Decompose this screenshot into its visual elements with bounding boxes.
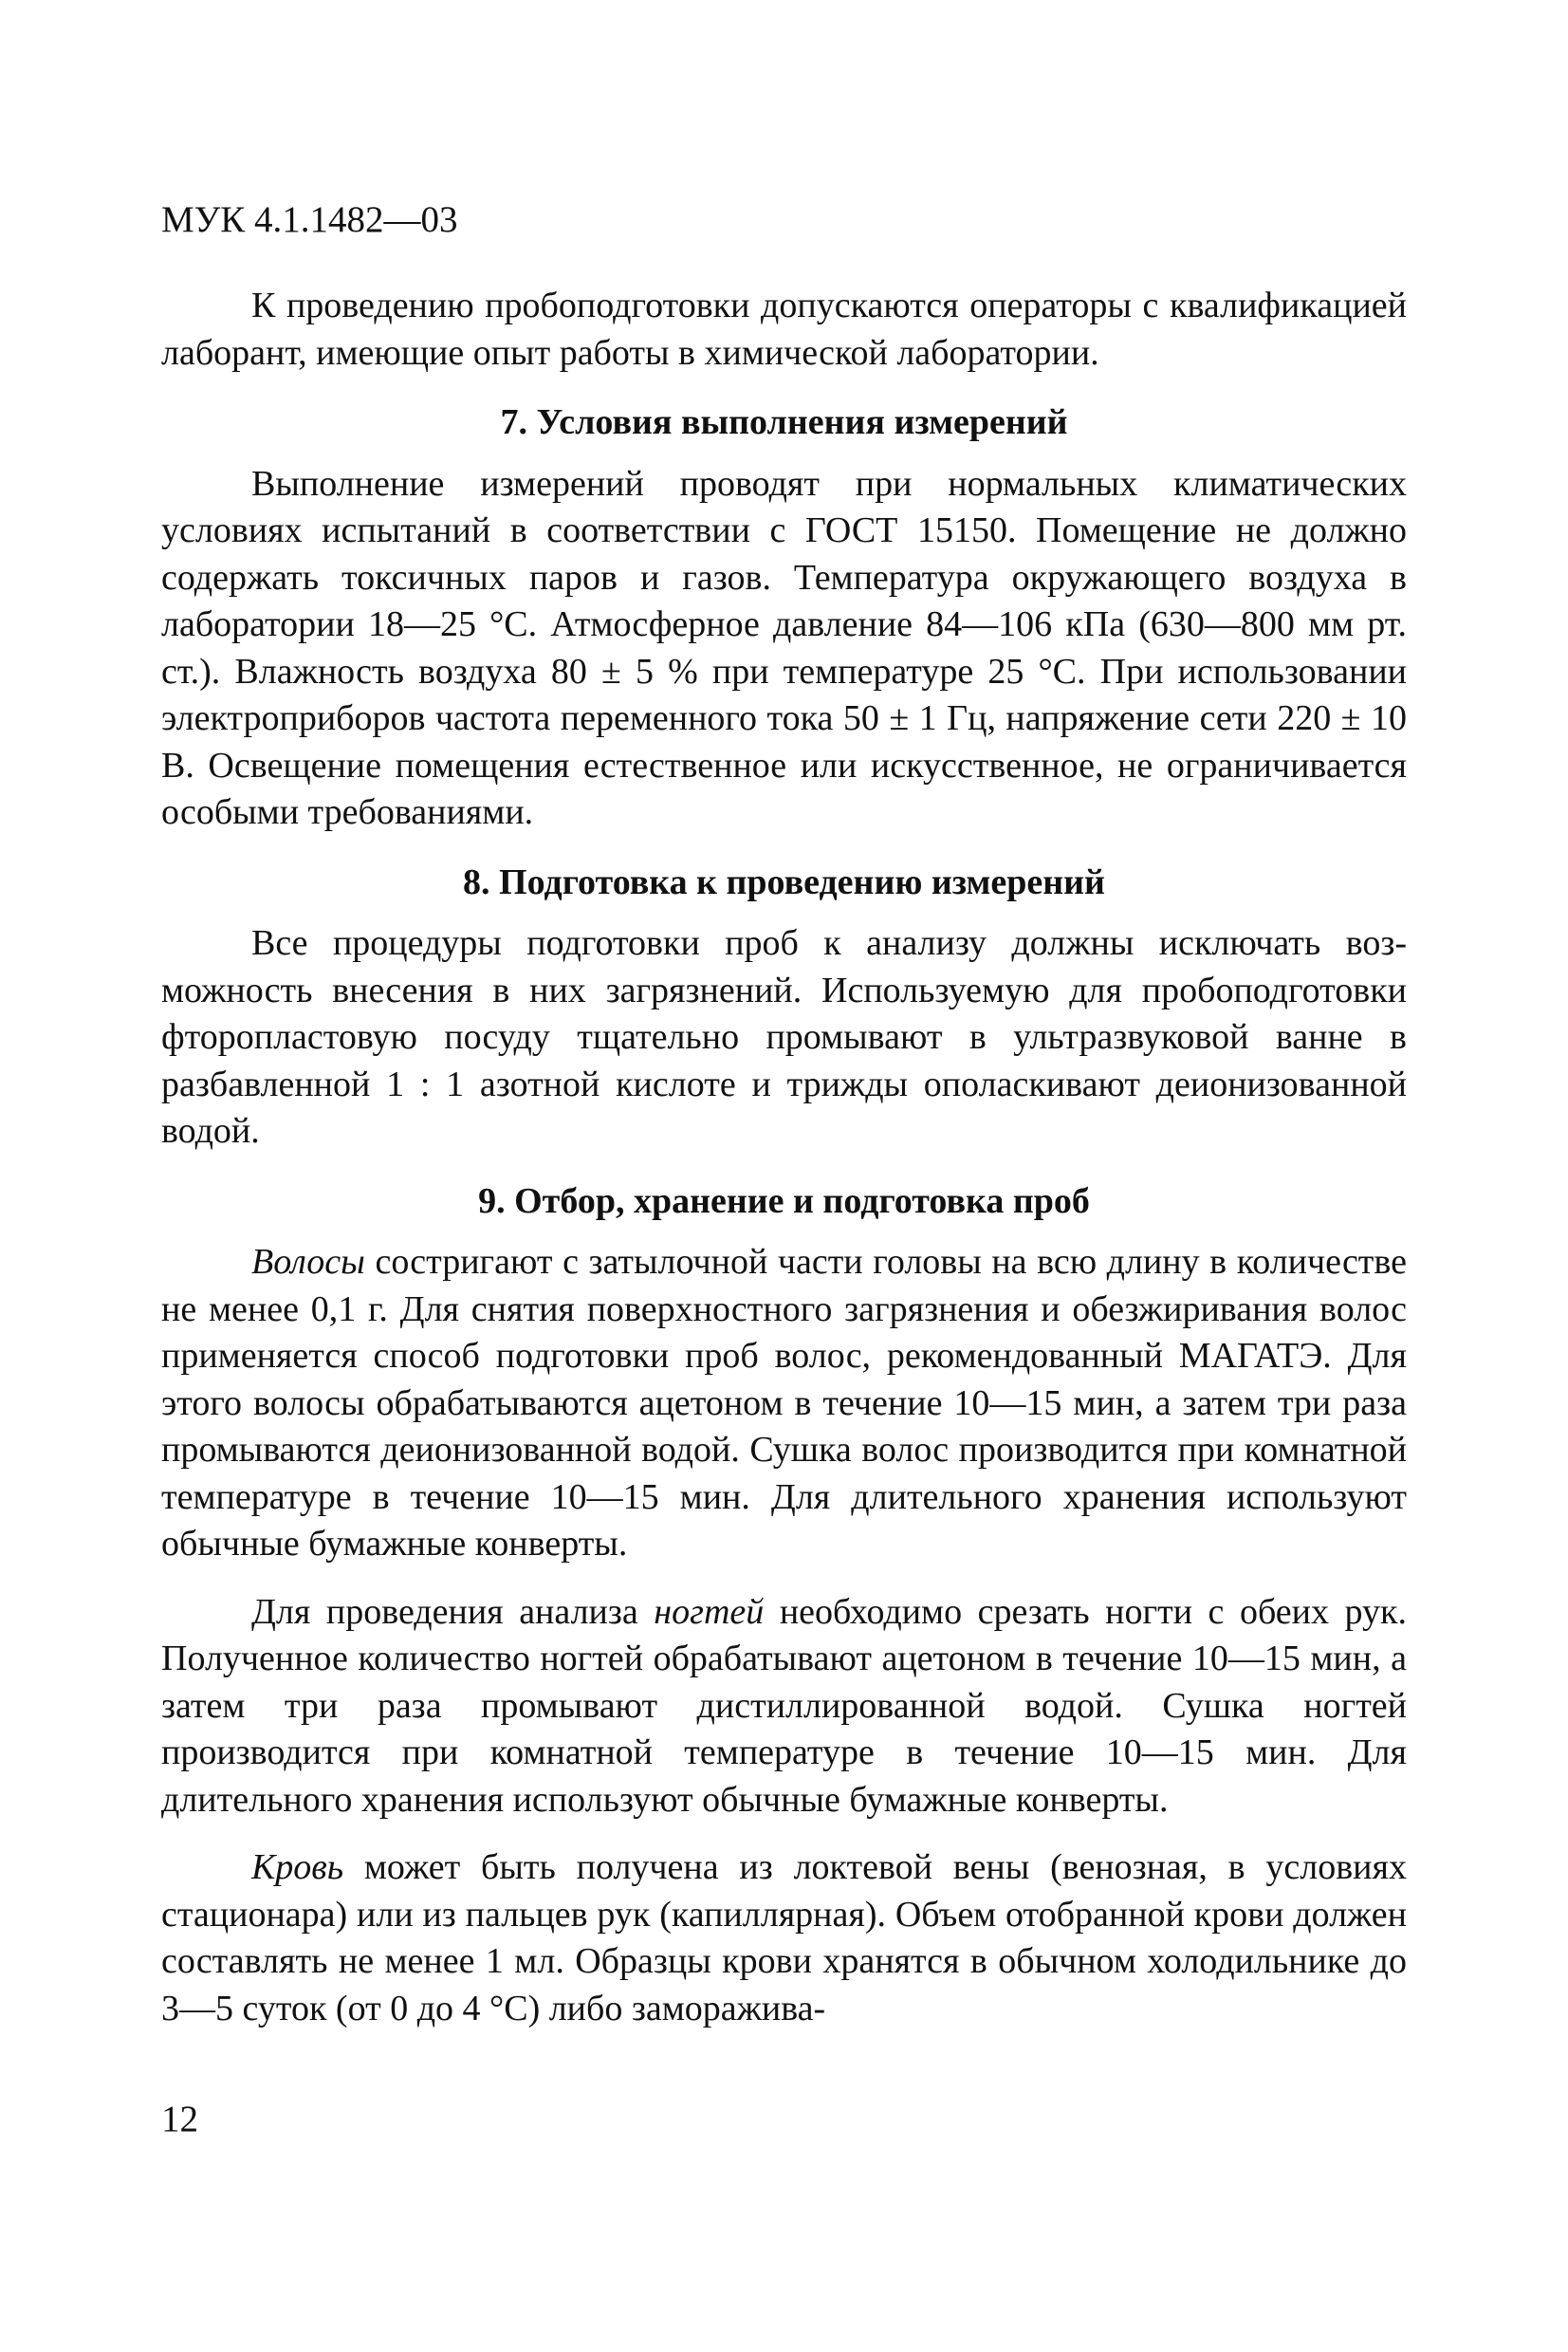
section-8-heading: 8. Подготовка к проведению измерений	[463, 861, 1105, 902]
section-7-paragraph: Выполнение измерений проводят при нормальных климатических условиях испытаний в соответствии с ГОСТ 15150. Помещение не должно содержать токсичных паров и газов. Температура окружающего воздуха в лаборатории 18—25 °С. Атмосферное давление 84—106 кПа (630—800 мм рт. ст.). Влажность воздуха 80 ± 5 % при температуре 25 °С. При использовании электроприборов частота переменного тока 50 ± 1 Гц, напряжение сети 220 ± 10 В. Освещение помещения естественное или искусственное, не ограничивается особыми требованиями.	[161, 463, 1407, 832]
hair-term: Волосы	[251, 1242, 365, 1282]
nails-paragraph	[161, 1589, 1407, 1824]
hair-text: состригают с затылочной части головы на всю длину в количестве не менее 0,1 г. Для снятия поверхностного загрязнения и обезжиривания волос применяется способ подготовки проб волос, рекомендованный МАГАТЭ. Для этого волосы обрабатываются ацетоном в течение 10—15 мин, а затем три раза промываются деионизованной водой. Сушка волос производится при комнатной температуре в течение 10—15 мин. Для длительного хранения используют обычные бумажные конверты.	[161, 1242, 1407, 1564]
section-9-heading: 9. Отбор, хранение и подготовка проб	[478, 1180, 1090, 1221]
nails-term: ногтей	[654, 1591, 765, 1632]
nails-text-before: Для проведения анализа	[251, 1591, 655, 1632]
page-body	[161, 283, 1407, 2032]
blood-paragraph	[161, 1844, 1407, 2032]
document-code: МУК 4.1.1482—03	[161, 199, 458, 240]
blood-text: может быть получена из локтевой вены (венозная, в условиях стационара) или из пальцев рук (капиллярная). Объем отобранной крови должен составлять не менее 1 мл. Образцы крови хранятся в обычном холодильнике до 3—5 суток (от 0 до 4 °С) либо заморажива-	[161, 1847, 1407, 2028]
page-number: 12	[161, 2099, 198, 2139]
section-8-paragraph: Все процедуры подготовки проб к анализу должны исключать возможность внесения в них загрязнений. Используемую для пробоподготовки фторопластовую посуду тщательно промывают в ультразвуковой ванне в разбавленной 1 : 1 азотной кислоте и трижды ополаскивают деионизованной водой.	[161, 923, 1407, 1151]
nails-text-after: необходимо срезать ногти с обеих рук. Полученное количество ногтей обрабатывают ацетоном в течение 10—15 мин, а затем три раза промывают дистиллированной водой. Сушка ногтей производится при комнатной температуре в течение 10—15 мин. Для длительного хранения используют обычные бумажные конверты.	[161, 1591, 1407, 1820]
blood-term: Кровь	[251, 1847, 344, 1887]
intro-paragraph: К проведению пробоподготовки допускаются операторы с квалификацией лаборант, имеющие опыт работы в химической лаборатории.	[161, 286, 1407, 373]
section-7-heading: 7. Условия выполнения измерений	[500, 402, 1068, 442]
hair-paragraph	[161, 1239, 1407, 1568]
